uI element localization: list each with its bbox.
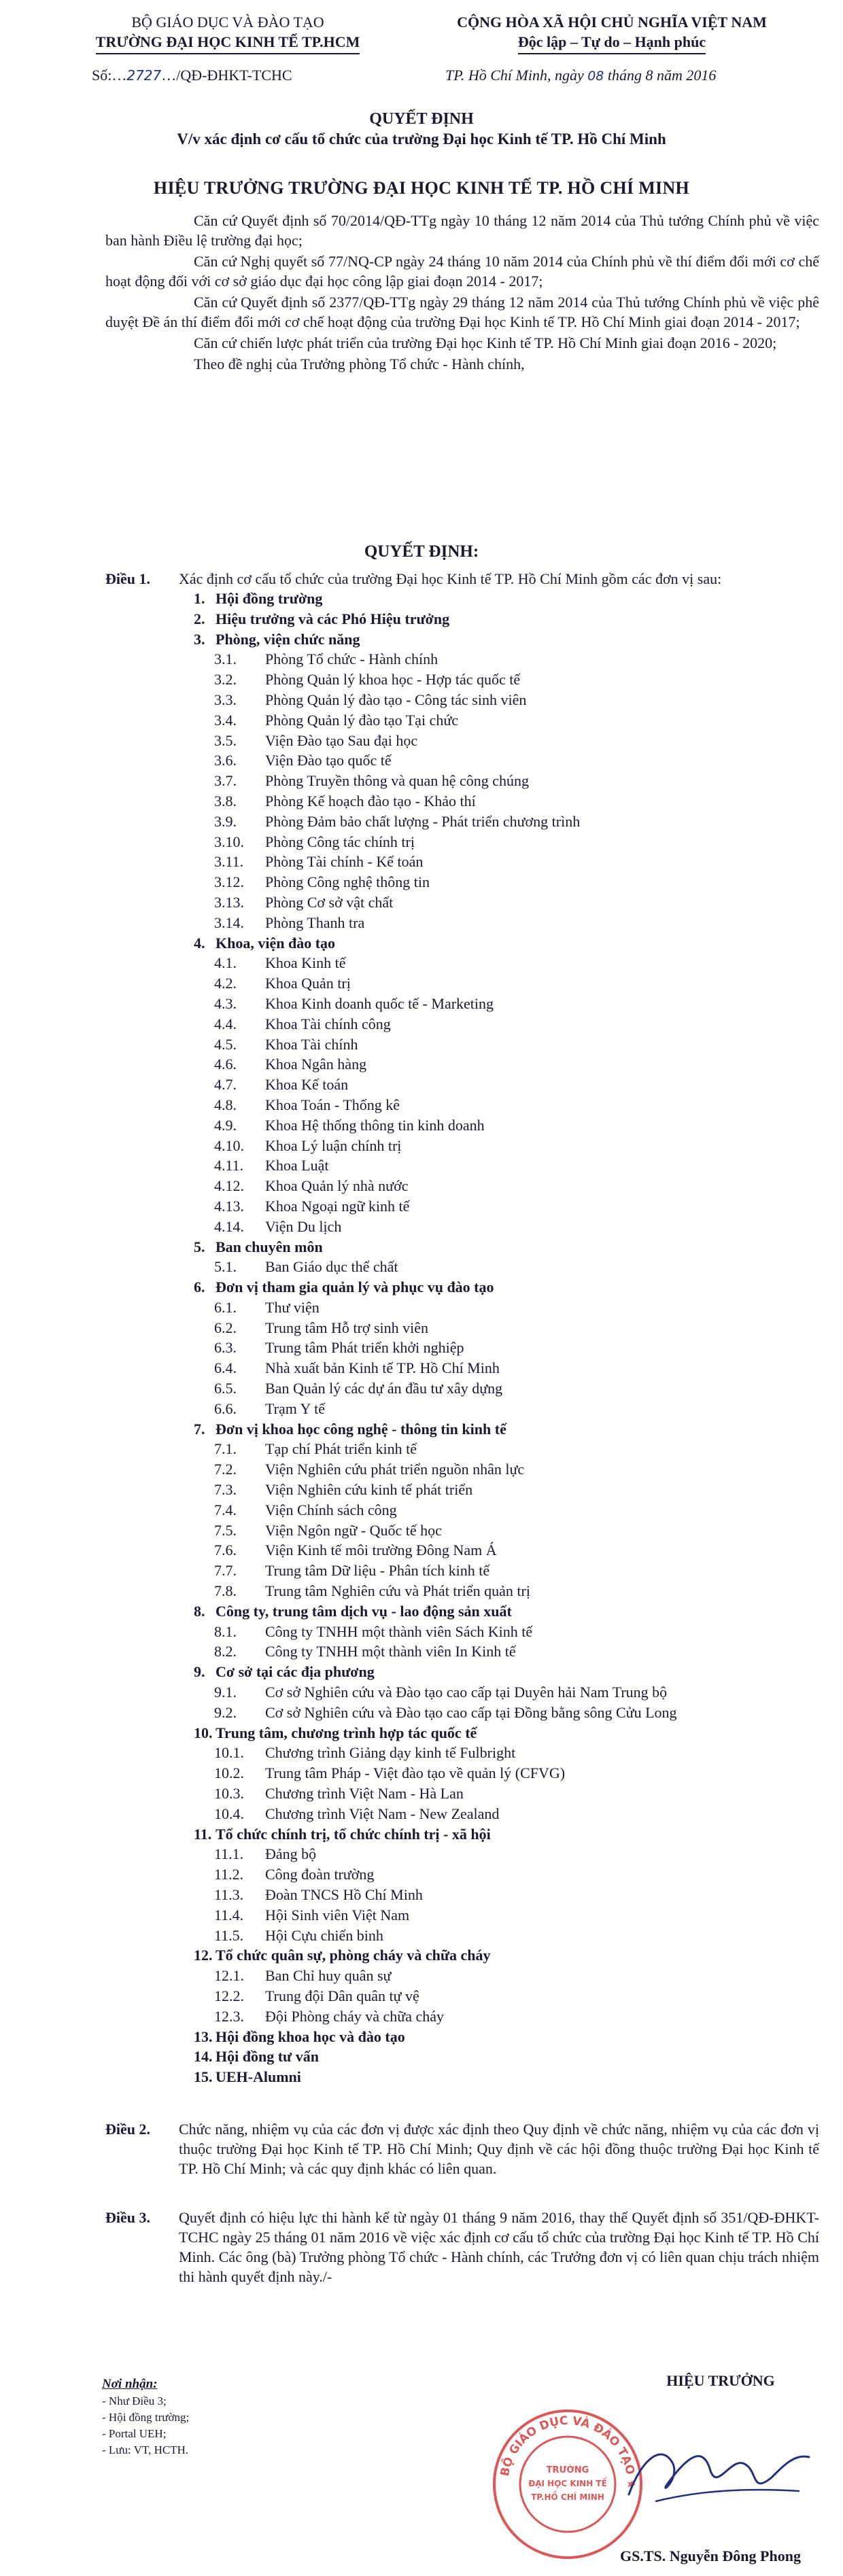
org-group-name: Khoa, viện đào tạo xyxy=(216,934,336,952)
org-group-title xyxy=(105,1723,819,1743)
org-unit-name: Viện Du lịch xyxy=(265,1217,342,1235)
org-unit xyxy=(105,1338,819,1358)
org-unit xyxy=(105,1885,819,1905)
org-unit xyxy=(105,1561,819,1581)
org-group-name: Đơn vị tham gia quản lý và phục vụ đào tạo xyxy=(216,1278,494,1296)
ministry-name: BỘ GIÁO DỤC VÀ ĐÀO TẠO xyxy=(131,14,324,31)
org-unit-number: 10.4. xyxy=(214,1805,244,1822)
org-unit-name: Khoa Hệ thống thông tin kinh doanh xyxy=(265,1116,485,1134)
org-group-title xyxy=(105,589,819,609)
org-unit xyxy=(105,1115,819,1136)
org-unit xyxy=(105,1459,819,1480)
org-unit xyxy=(105,1905,819,1926)
org-unit-number: 4.8. xyxy=(214,1096,237,1113)
org-unit-number: 11.1. xyxy=(214,1845,244,1863)
handwritten-number: 2727 xyxy=(126,67,162,84)
org-unit-number: 10.1. xyxy=(214,1744,244,1762)
org-group-title xyxy=(105,2067,819,2087)
org-unit-name: Khoa Tài chính công xyxy=(265,1015,391,1032)
org-group xyxy=(105,1662,819,1722)
preamble-clause: Theo đề nghị của Trưởng phòng Tổ chức - Hành chính, xyxy=(194,355,525,372)
article-3 xyxy=(105,2208,819,2286)
org-unit-name: Viện Kinh tế môi trường Đông Nam Á xyxy=(265,1542,497,1559)
issuer-header xyxy=(92,12,364,54)
org-unit-number: 4.5. xyxy=(214,1035,237,1053)
org-unit-name: Đội Phòng cháy và chữa cháy xyxy=(265,2007,445,2025)
org-unit-name: Trạm Y tế xyxy=(265,1399,325,1417)
org-unit-number: 7.8. xyxy=(214,1582,237,1600)
org-unit xyxy=(105,2006,819,2027)
org-unit-name: Thư viện xyxy=(265,1298,320,1316)
org-group-number: 6. xyxy=(194,1278,205,1296)
org-unit-name: Phòng Đảm bảo chất lượng - Phát triển chương trình xyxy=(265,812,581,830)
org-unit xyxy=(105,872,819,892)
org-unit-number: 4.9. xyxy=(214,1116,237,1134)
org-unit xyxy=(105,1217,819,1237)
org-unit-number: 6.3. xyxy=(214,1339,237,1357)
article-label: Điều 3. xyxy=(105,2209,150,2226)
org-unit-number: 4.2. xyxy=(214,975,237,992)
article-text: Xác định cơ cấu tổ chức của trường Đại học Kinh tế TP. Hồ Chí Minh gồm các đơn vị sau: xyxy=(179,570,722,587)
preamble-clause: Căn cứ chiến lược phát triển của trường Đại học Kinh tế TP. Hồ Chí Minh giai đoạn 2016 - 2020; xyxy=(194,334,777,351)
org-group-number: 8. xyxy=(194,1602,205,1620)
org-group xyxy=(105,1237,819,1278)
preamble-clause: Căn cứ Nghị quyết số 77/NQ-CP ngày 24 tháng 10 năm 2014 của Chính phủ về thí điểm đổi mới cơ chế hoạt động đối với cơ sở giáo dục đại học công lập giai đoạn 2014 - 2017; xyxy=(105,253,819,290)
org-unit-number: 8.1. xyxy=(214,1622,237,1640)
org-unit xyxy=(105,1783,819,1804)
org-unit-name: Chương trình Việt Nam - Hà Lan xyxy=(265,1785,464,1803)
org-group-name: Ban chuyên môn xyxy=(216,1238,323,1255)
university-name: TRƯỜNG ĐẠI HỌC KINH TẾ TP.HCM xyxy=(96,32,360,54)
org-unit-name: Phòng Quản lý khoa học - Hợp tác quốc tế xyxy=(265,671,521,689)
org-unit xyxy=(105,791,819,812)
org-group-title xyxy=(105,629,819,650)
org-unit-name: Khoa Toán - Thống kê xyxy=(265,1096,400,1113)
org-unit-name: Khoa Kinh tế xyxy=(265,954,346,972)
org-unit-number: 5.1. xyxy=(214,1258,237,1276)
org-unit-number: 6.4. xyxy=(214,1359,237,1377)
org-unit xyxy=(105,1034,819,1055)
org-unit xyxy=(105,1581,819,1601)
org-unit-number: 7.2. xyxy=(214,1461,237,1478)
org-group-title xyxy=(105,933,819,954)
org-unit-number: 3.9. xyxy=(214,812,237,830)
org-unit-number: 7.1. xyxy=(214,1440,237,1458)
org-unit xyxy=(105,1966,819,1986)
recipient-item: - Hội đồng trường; xyxy=(102,2411,190,2424)
org-unit-name: Phòng Cơ sở vật chất xyxy=(265,893,394,911)
org-unit-number: 7.5. xyxy=(214,1521,237,1539)
org-group xyxy=(105,1824,819,1946)
org-unit xyxy=(105,892,819,913)
org-group-name: Hiệu trưởng và các Phó Hiệu trưởng xyxy=(216,610,450,627)
org-unit-name: Đoàn TNCS Hồ Chí Minh xyxy=(265,1886,423,1903)
national-header xyxy=(401,12,823,54)
svg-text:ĐẠI HỌC KINH TẾ: ĐẠI HỌC KINH TẾ xyxy=(528,2479,607,2488)
org-unit-number: 11.4. xyxy=(214,1906,244,1924)
org-unit-name: Phòng Tổ chức - Hành chính xyxy=(265,650,438,668)
org-group-number: 14. xyxy=(194,2048,213,2066)
org-group-number: 7. xyxy=(194,1420,205,1438)
org-unit xyxy=(105,690,819,710)
article-label: Điều 1. xyxy=(105,570,150,587)
org-unit-name: Phòng Tài chính - Kế toán xyxy=(265,853,424,871)
org-unit xyxy=(105,1054,819,1075)
org-unit-number: 4.1. xyxy=(214,954,237,972)
org-unit-number: 3.6. xyxy=(214,752,237,769)
org-group xyxy=(105,1945,819,2026)
org-unit-name: Khoa Ngoại ngữ kinh tế xyxy=(265,1197,410,1215)
article-1 xyxy=(105,569,819,2087)
org-unit-name: Công đoàn trường xyxy=(265,1866,375,1883)
org-unit-number: 3.3. xyxy=(214,691,237,708)
org-unit xyxy=(105,1399,819,1419)
org-unit-name: Phòng Quản lý đào tạo - Công tác sinh viên xyxy=(265,691,527,708)
org-unit-name: Phòng Kế hoạch đào tạo - Khảo thí xyxy=(265,792,476,810)
org-unit xyxy=(105,1378,819,1399)
org-unit-name: Ban Giáo dục thể chất xyxy=(265,1258,398,1276)
org-group xyxy=(105,629,819,933)
org-unit xyxy=(105,750,819,771)
org-unit-name: Phòng Quản lý đào tạo Tại chức xyxy=(265,711,459,729)
org-group-title xyxy=(105,1237,819,1257)
decision-heading: QUYẾT ĐỊNH: xyxy=(364,542,479,561)
org-unit xyxy=(105,1540,819,1561)
org-unit-name: Hội Cựu chiến binh xyxy=(265,1926,383,1944)
org-group-name: Tổ chức quân sự, phòng cháy và chữa cháy xyxy=(216,1947,491,1964)
org-group xyxy=(105,2027,819,2047)
org-unit-number: 3.1. xyxy=(214,650,237,668)
issuing-authority: HIỆU TRƯỞNG TRƯỜNG ĐẠI HỌC KINH TẾ TP. HỒ CHÍ MINH xyxy=(153,178,690,198)
org-unit-name: Cơ sở Nghiên cứu và Đào tạo cao cấp tại Duyên hải Nam Trung bộ xyxy=(265,1684,668,1701)
org-group-name: Hội đồng trường xyxy=(216,590,323,607)
preamble xyxy=(105,211,819,375)
org-unit-name: Khoa Kế toán xyxy=(265,1076,349,1094)
org-unit xyxy=(105,1439,819,1459)
org-unit-name: Trung tâm Phát triển khởi nghiệp xyxy=(265,1339,464,1357)
org-unit xyxy=(105,1075,819,1095)
org-group xyxy=(105,1601,819,1662)
org-unit-name: Viện Nghiên cứu kinh tế phát triển xyxy=(265,1481,473,1499)
org-group-title xyxy=(105,2047,819,2067)
org-unit-number: 12.2. xyxy=(214,1987,244,2004)
org-unit-number: 9.1. xyxy=(214,1684,237,1701)
org-unit xyxy=(105,953,819,973)
org-unit-number: 12.1. xyxy=(214,1967,244,1985)
org-unit-name: Trung tâm Hỗ trợ sinh viên xyxy=(265,1319,428,1336)
org-unit xyxy=(105,852,819,872)
article-1-intro xyxy=(105,569,819,589)
org-group-title xyxy=(105,609,819,629)
signer-name: GS.TS. Nguyễn Đông Phong xyxy=(620,2547,801,2564)
org-unit-number: 4.3. xyxy=(214,994,237,1012)
org-unit xyxy=(105,1703,819,1723)
org-unit-name: Khoa Tài chính xyxy=(265,1035,358,1053)
org-unit-name: Viện Nghiên cứu phát triển nguồn nhân lực xyxy=(265,1461,525,1478)
preamble-clause: Căn cứ Quyết định số 70/2014/QĐ-TTg ngày 10 tháng 12 năm 2014 của Thủ tướng Chính phủ về việc ban hành Điều lệ trường đại học; xyxy=(105,212,819,249)
org-unit-number: 7.7. xyxy=(214,1562,237,1580)
org-unit-number: 3.8. xyxy=(214,792,237,810)
org-unit-name: Trung tâm Nghiên cứu và Phát triển quản trị xyxy=(265,1582,530,1600)
org-unit-name: Trung tâm Dữ liệu - Phân tích kinh tế xyxy=(265,1562,490,1580)
article-2 xyxy=(105,2119,819,2178)
org-unit xyxy=(105,1480,819,1500)
org-unit xyxy=(105,1257,819,1277)
org-unit-name: Nhà xuất bản Kinh tế TP. Hồ Chí Minh xyxy=(265,1359,500,1377)
org-unit-name: Công ty TNHH một thành viên Sách Kinh tế xyxy=(265,1622,533,1640)
handwritten-signature xyxy=(615,2416,819,2518)
org-unit xyxy=(105,1743,819,1763)
svg-text:TRƯỜNG: TRƯỜNG xyxy=(546,2465,589,2475)
org-group-number: 10. xyxy=(194,1724,213,1741)
org-group xyxy=(105,933,819,1237)
org-unit-name: Phòng Truyền thông và quan hệ công chúng xyxy=(265,772,530,790)
org-unit-number: 4.13. xyxy=(214,1197,244,1215)
org-unit xyxy=(105,1014,819,1034)
org-unit xyxy=(105,913,819,933)
org-unit-number: 10.3. xyxy=(214,1785,244,1803)
org-unit-name: Phòng Thanh tra xyxy=(265,913,365,931)
org-group xyxy=(105,2067,819,2087)
signature-title: HIỆU TRƯỞNG xyxy=(666,2372,775,2389)
org-unit-number: 9.2. xyxy=(214,1703,237,1721)
org-unit-number: 8.2. xyxy=(214,1643,237,1660)
org-unit xyxy=(105,1196,819,1217)
org-unit-number: 7.6. xyxy=(214,1542,237,1559)
org-group-name: Tổ chức chính trị, tổ chức chính trị - xã hội xyxy=(216,1825,491,1843)
org-unit xyxy=(105,994,819,1014)
org-unit-number: 3.7. xyxy=(214,772,237,790)
org-group-name: Trung tâm, chương trình hợp tác quốc tế xyxy=(216,1724,477,1741)
org-unit-name: Chương trình Việt Nam - New Zealand xyxy=(265,1805,500,1822)
recipient-item: - Lưu: VT, HCTH. xyxy=(102,2443,189,2456)
org-unit xyxy=(105,1318,819,1338)
org-unit-number: 4.11. xyxy=(214,1157,244,1174)
preamble-clause: Căn cứ Quyết định số 2377/QĐ-TTg ngày 29 tháng 12 năm 2014 của Thủ tướng Chính phủ về việc phê duyệt Đề án thí điểm đổi mới cơ chế hoạt động của trường Đại học Kinh tế TP. Hồ Chí Minh giai đoạn 2014 - 2017; xyxy=(105,294,819,330)
recipient-item: - Portal UEH; xyxy=(102,2427,167,2440)
recipient-item: - Như Điều 3; xyxy=(102,2395,167,2407)
org-unit-name: Tạp chí Phát triển kinh tế xyxy=(265,1440,417,1458)
org-unit xyxy=(105,812,819,832)
org-group-name: Công ty, trung tâm dịch vụ - lao động sản xuất xyxy=(216,1602,512,1620)
org-unit-number: 6.2. xyxy=(214,1319,237,1336)
org-group xyxy=(105,1419,819,1601)
org-unit-number: 6.6. xyxy=(214,1399,237,1417)
svg-text:TP.HỒ CHÍ MINH: TP.HỒ CHÍ MINH xyxy=(531,2492,604,2502)
org-unit xyxy=(105,1095,819,1115)
org-unit xyxy=(105,710,819,731)
org-group-number: 1. xyxy=(194,590,205,607)
org-unit-number: 6.5. xyxy=(214,1380,237,1397)
org-unit-number: 7.3. xyxy=(214,1481,237,1499)
org-unit xyxy=(105,771,819,791)
org-group-name: UEH-Alumni xyxy=(216,2068,301,2086)
org-group-number: 11. xyxy=(194,1825,212,1843)
org-unit xyxy=(105,731,819,751)
org-unit-number: 3.13. xyxy=(214,893,244,911)
org-group-name: Cơ sở tại các địa phương xyxy=(216,1663,375,1681)
org-unit-name: Khoa Kinh doanh quốc tế - Marketing xyxy=(265,994,494,1012)
org-unit-number: 4.12. xyxy=(214,1177,244,1195)
org-unit xyxy=(105,1136,819,1156)
org-unit-name: Cơ sở Nghiên cứu và Đào tạo cao cấp tại Đồng bằng sông Cửu Long xyxy=(265,1703,677,1721)
org-unit xyxy=(105,1298,819,1318)
org-unit-number: 4.6. xyxy=(214,1056,237,1073)
org-unit xyxy=(105,973,819,994)
org-unit xyxy=(105,649,819,669)
article-text: Chức năng, nhiệm vụ của các đơn vị được xác định theo Quy định về chức năng, nhiệm vụ của các đơn vị thuộc trường Đại học Kinh tế TP. Hồ Chí Minh; Quy định về các hội đồng thuộc trường Đại học Kinh tế TP. Hồ Chí Minh; và các quy định khác có liên quan. xyxy=(179,2121,819,2177)
org-unit-number: 7.4. xyxy=(214,1501,237,1518)
org-unit xyxy=(105,1986,819,2006)
org-unit-name: Viện Đào tạo quốc tế xyxy=(265,752,392,769)
org-unit-number: 4.4. xyxy=(214,1015,237,1032)
org-unit xyxy=(105,1682,819,1703)
org-unit-name: Trung tâm Pháp - Việt đào tạo về quản lý (CFVG) xyxy=(265,1764,566,1782)
org-unit-number: 11.5. xyxy=(214,1926,244,1944)
org-unit-name: Chương trình Giảng dạy kinh tế Fulbright xyxy=(265,1744,516,1762)
handwritten-day: 08 xyxy=(587,69,604,84)
org-unit-number: 11.3. xyxy=(214,1886,244,1903)
org-unit-name: Viện Ngôn ngữ - Quốc tế học xyxy=(265,1521,442,1539)
org-unit-number: 3.11. xyxy=(214,853,244,871)
org-unit-number: 4.10. xyxy=(214,1136,244,1154)
org-unit-name: Hội Sinh viên Việt Nam xyxy=(265,1906,410,1924)
article-label: Điều 2. xyxy=(105,2121,150,2138)
org-unit xyxy=(105,832,819,852)
org-unit xyxy=(105,1763,819,1783)
org-group-title xyxy=(105,1419,819,1440)
org-group-number: 15. xyxy=(194,2068,213,2086)
org-unit-name: Khoa Quản trị xyxy=(265,975,351,992)
org-unit-number: 10.2. xyxy=(214,1764,244,1782)
organization-list xyxy=(105,589,819,2087)
org-group xyxy=(105,1277,819,1419)
org-unit xyxy=(105,1155,819,1176)
org-unit-number: 11.2. xyxy=(214,1866,244,1883)
org-group-number: 5. xyxy=(194,1238,205,1255)
org-group xyxy=(105,589,819,609)
org-unit-number: 4.14. xyxy=(214,1217,244,1235)
org-unit xyxy=(105,1926,819,1946)
org-group-title xyxy=(105,1824,819,1845)
document-type-title: QUYẾT ĐỊNH xyxy=(369,110,474,128)
org-unit xyxy=(105,1176,819,1196)
org-group xyxy=(105,2047,819,2067)
place-and-date: TP. Hồ Chí Minh, ngày 08 tháng 8 năm 2016 xyxy=(445,67,717,84)
org-unit-number: 3.12. xyxy=(214,873,244,891)
org-unit xyxy=(105,1622,819,1642)
org-group-number: 13. xyxy=(194,2027,213,2045)
org-group-number: 12. xyxy=(194,1947,213,1964)
national-motto: Độc lập – Tự do – Hạnh phúc xyxy=(518,32,706,54)
org-group-name: Hội đồng tư vấn xyxy=(216,2048,319,2066)
org-unit-name: Phòng Công nghệ thông tin xyxy=(265,873,430,891)
org-unit-name: Khoa Quản lý nhà nước xyxy=(265,1177,409,1195)
org-unit-name: Trung đội Dân quân tự vệ xyxy=(265,1987,419,2004)
org-unit-name: Phòng Công tác chính trị xyxy=(265,833,415,850)
org-unit-number: 3.5. xyxy=(214,731,237,749)
org-unit-name: Khoa Luật xyxy=(265,1157,329,1174)
country-name: CỘNG HÒA XÃ HỘI CHỦ NGHĨA VIỆT NAM xyxy=(457,14,767,31)
org-group-name: Đơn vị khoa học công nghệ - thông tin kinh tế xyxy=(216,1420,506,1438)
org-group xyxy=(105,609,819,629)
org-unit-name: Viện Chính sách công xyxy=(265,1501,397,1518)
document-subject: V/v xác định cơ cấu tổ chức của trường Đại học Kinh tế TP. Hồ Chí Minh xyxy=(177,130,666,147)
org-unit xyxy=(105,1358,819,1378)
article-text: Quyết định có hiệu lực thi hành kể từ ngày 01 tháng 9 năm 2016, thay thế Quyết định số 351/QĐ-ĐHKT-TCHC ngày 25 tháng 01 năm 2016 về việc xác định cơ cấu tổ chức của trường Đại học Kinh tế TP. Hồ Chí Minh. Các ông (bà) Trưởng phòng Tổ chức - Hành chính, các Trưởng đơn vị có liên quan chịu trách nhiệm thi hành quyết định này./- xyxy=(179,2209,819,2285)
org-unit-name: Khoa Ngân hàng xyxy=(265,1056,367,1073)
svg-text:BỘ GIÁO DỤC VÀ ĐÀO TẠO ★: BỘ GIÁO DỤC VÀ ĐÀO TẠO ★ xyxy=(498,2414,638,2490)
recipients-title: Nơi nhận: xyxy=(102,2377,158,2391)
org-unit-number: 3.2. xyxy=(214,671,237,689)
org-group xyxy=(105,1723,819,1824)
org-unit-name: Công ty TNHH một thành viên In Kinh tế xyxy=(265,1643,516,1660)
org-unit xyxy=(105,1500,819,1520)
org-group-number: 9. xyxy=(194,1663,205,1681)
org-unit xyxy=(105,1844,819,1864)
org-group-number: 3. xyxy=(194,630,205,648)
org-group-number: 4. xyxy=(194,934,205,952)
org-unit xyxy=(105,1520,819,1541)
org-unit-name: Đảng bộ xyxy=(265,1845,317,1863)
org-unit-name: Viện Đào tạo Sau đại học xyxy=(265,731,418,749)
org-unit-number: 6.1. xyxy=(214,1298,237,1316)
org-unit xyxy=(105,669,819,690)
org-unit-number: 3.4. xyxy=(214,711,237,729)
org-unit-name: Ban Quản lý các dự án đầu tư xây dựng xyxy=(265,1380,503,1397)
org-group-title xyxy=(105,1277,819,1298)
org-unit-name: Ban Chỉ huy quân sự xyxy=(265,1967,392,1985)
org-group-name: Hội đồng khoa học và đào tạo xyxy=(216,2027,405,2045)
org-unit-number: 3.10. xyxy=(214,833,244,850)
org-unit-number: 3.14. xyxy=(214,913,244,931)
org-group-title xyxy=(105,2027,819,2047)
org-unit xyxy=(105,1864,819,1885)
org-group-name: Phòng, viện chức năng xyxy=(216,630,360,648)
org-unit xyxy=(105,1641,819,1662)
org-group-title xyxy=(105,1945,819,1966)
org-group-title xyxy=(105,1662,819,1682)
org-group-title xyxy=(105,1601,819,1622)
org-unit xyxy=(105,1804,819,1824)
org-group-number: 2. xyxy=(194,610,205,627)
org-unit-number: 4.7. xyxy=(214,1076,237,1094)
recipients-block xyxy=(102,2375,388,2458)
org-unit-number: 12.3. xyxy=(214,2007,244,2025)
document-number: Số:…2727…/QĐ-ĐHKT-TCHC xyxy=(92,67,292,84)
org-unit-name: Khoa Lý luận chính trị xyxy=(265,1136,402,1154)
